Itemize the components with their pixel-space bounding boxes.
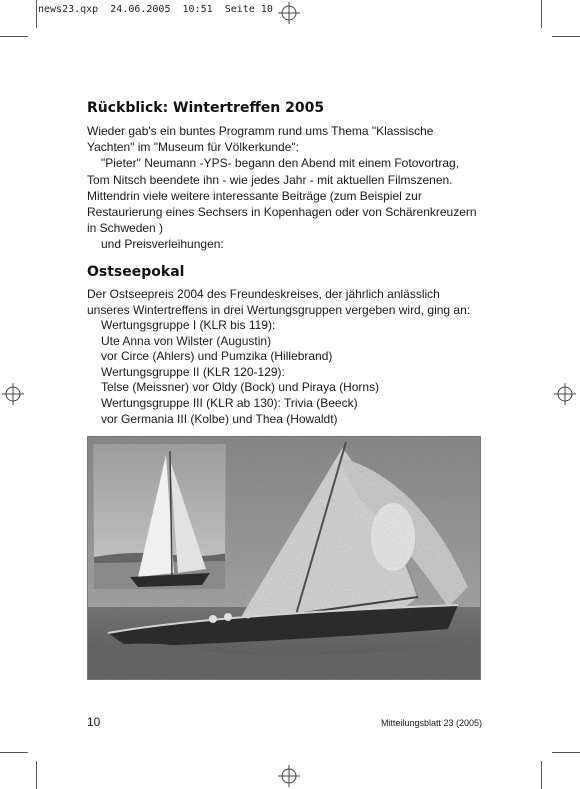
registration-mark-bottom: [278, 765, 300, 787]
paragraph-awards: und Preisverleihungen:: [101, 237, 224, 252]
crop-mark-br-h: [552, 752, 580, 753]
list-item: vor Germania III (Kolbe) und Thea (Howaldt): [101, 411, 338, 426]
paragraph-ostseepreis: Der Ostseepreis 2004 des Freundeskreises, der jährlich anlässlich unseres Wintertreffens in drei Wertungsgruppen vergeben wird, ging an:: [87, 286, 471, 317]
registration-mark-right: [554, 383, 576, 405]
crop-mark-tl-v: [36, 0, 37, 28]
inset-yacht-photo: [93, 444, 226, 590]
slug-file: news23.qxp: [38, 4, 99, 15]
print-slug: [38, 4, 273, 15]
list-item: Wertungsgruppe I (KLR bis 119):: [101, 318, 276, 333]
registration-mark-left: [2, 383, 24, 405]
page-number: 10: [87, 715, 101, 729]
article-body: [87, 100, 481, 457]
paragraph-program: "Pieter" Neumann -YPS- begann den Abend mit einem Fotovortrag, Tom Nitsch beendete ihn - wie jedes Jahr - mit aktuellen Filmszenen. Mittendrin viele weitere interessante Beiträge (zum Beispiel zur Restaurierung eines Sechsers in Kopenhagen oder von Schärenkreuzern in Schweden ): [87, 156, 477, 236]
list-item: Telse (Meissner) vor Oldy (Bock) und Piraya (Horns): [101, 380, 380, 395]
crop-mark-bl-h: [0, 752, 28, 753]
publication-footer: Mitteilungsblatt 23 (2005): [380, 718, 482, 728]
crop-mark-tl-h: [0, 36, 28, 37]
list-item: Ute Anna von Wilster (Augustin): [101, 333, 272, 348]
slug-date: 24.06.2005: [110, 4, 171, 15]
paragraph-intro: Wieder gab's ein buntes Programm rund ums Thema "Klassische Yachten" im "Museum für Völkerkunde":: [87, 124, 434, 155]
list-item: Wertungsgruppe II (KLR 120-129):: [101, 364, 285, 379]
registration-mark-top: [278, 2, 300, 24]
slug-time: 10:51: [182, 4, 213, 15]
crop-mark-tr-v: [541, 0, 542, 28]
results-list: [87, 318, 481, 427]
section-heading-rueckblick: Rückblick: Wintertreffen 2005: [87, 100, 325, 116]
crop-mark-tr-h: [552, 36, 580, 37]
crop-mark-br-v: [541, 761, 542, 789]
crop-mark-bl-v: [36, 761, 37, 789]
section-heading-ostseepokal: Ostseepokal: [87, 263, 185, 280]
slug-page: Seite 10: [224, 4, 273, 15]
inset-yacht-illustration: [94, 445, 226, 590]
list-item: vor Circe (Ahlers) und Pumzika (Hillebrand): [101, 349, 333, 364]
list-item: Wertungsgruppe III (KLR ab 130): Trivia (Beeck): [101, 396, 358, 410]
